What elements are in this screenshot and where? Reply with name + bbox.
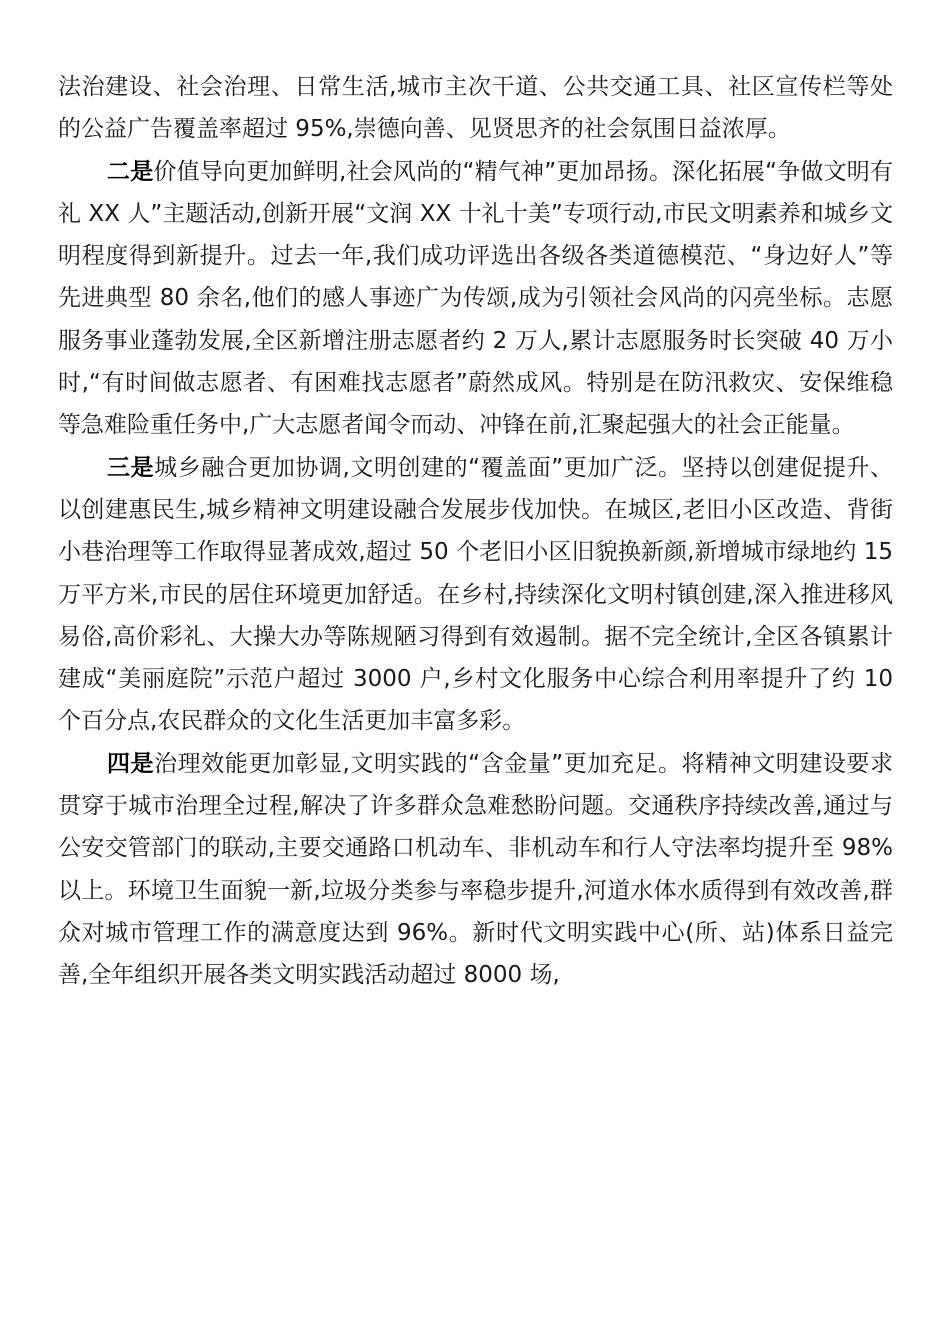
document-page: [58, 66, 893, 997]
paragraph-3-urban-rural: [58, 447, 893, 743]
paragraph-1-continuation: [58, 66, 893, 151]
paragraph-2-values: [58, 151, 893, 447]
paragraph-text: 价值导向更加鲜明,社会风尚的“精气神”更加昂扬。深化拓展“争做文明有礼 XX 人”主题活动,创新开展“文润 XX 十礼十美”专项行动,市民文明素养和城乡文明程度得到新提升。过去一年,我们成功评选出各级各类道德模范、“身边好人”等先进典型 80 余名,他们的感人事迹广为传颂,成为引领社会风尚的闪亮坐标。志愿服务事业蓬勃发展,全区新增注册志愿者约 2 万人,累计志愿服务时长突破 40 万小时,“有时间做志愿者、有困难找志愿者”蔚然成风。特别是在防汛救灾、安保维稳等急难险重任务中,广大志愿者闻令而动、冲锋在前,汇聚起强大的社会正能量。: [58, 158, 894, 439]
paragraph-lead: 三是: [107, 454, 155, 481]
paragraph-text: 法治建设、社会治理、日常生活,城市主次干道、公共交通工具、社区宣传栏等处的公益广告覆盖率超过 95%,崇德向善、见贤思齐的社会氛围日益浓厚。: [58, 74, 893, 143]
paragraph-lead: 二是: [107, 158, 154, 185]
paragraph-text: 城乡融合更加协调,文明创建的“覆盖面”更加广泛。坚持以创建促提升、以创建惠民生,城乡精神文明建设融合发展步伐加快。在城区,老旧小区改造、背街小巷治理等工作取得显著成效,超过 50 个老旧小区旧貌换新颜,新增城市绿地约 15 万平方米,市民的居住环境更加舒适。在乡村,持续深化文明村镇创建,深入推进移风易俗,高价彩礼、大操大办等陈规陋习得到有效遏制。据不完全统计,全区各镇累计建成“美丽庭院”示范户超过 3000 户,乡村文化服务中心综合利用率提升了约 10 个百分点,农民群众的文化生活更加丰富多彩。: [58, 454, 893, 735]
paragraph-lead: 四是: [107, 750, 155, 777]
paragraph-4-governance: [58, 743, 893, 997]
paragraph-text: 治理效能更加彰显,文明实践的“含金量”更加充足。将精神文明建设要求贯穿于城市治理全过程,解决了许多群众急难愁盼问题。交通秩序持续改善,通过与公安交管部门的联动,主要交通路口机动车、非机动车和行人守法率均提升至 98%以上。环境卫生面貌一新,垃圾分类参与率稳步提升,河道水体水质得到有效改善,群众对城市管理工作的满意度达到 96%。新时代文明实践中心(所、站)体系日益完善,全年组织开展各类文明实践活动超过 8000 场,: [58, 750, 893, 989]
